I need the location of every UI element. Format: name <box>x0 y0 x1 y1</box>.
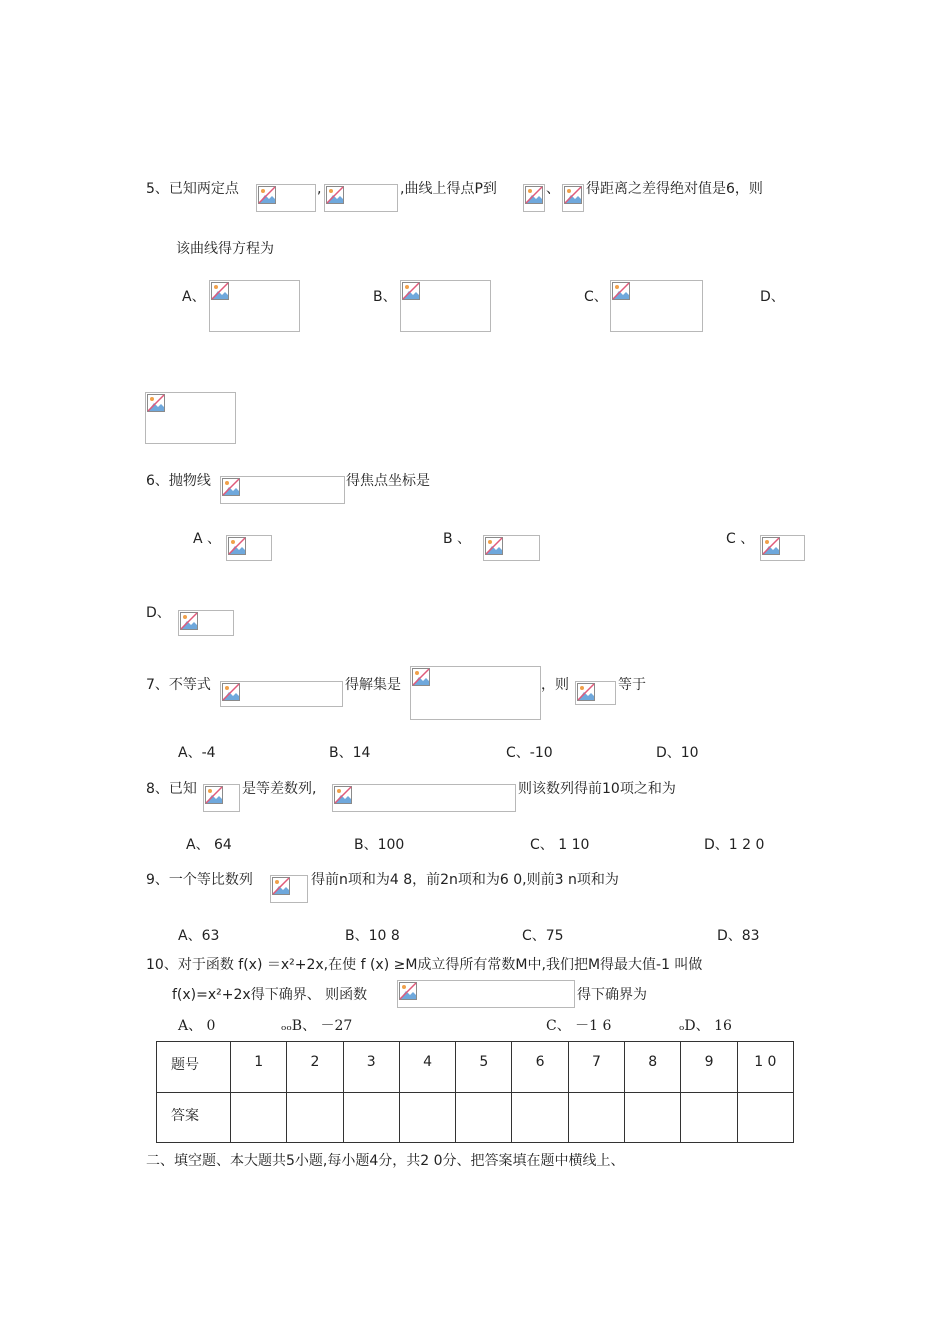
q5-text-a: 5、已知两定点 <box>146 181 239 197</box>
answer-cell[interactable] <box>399 1092 455 1143</box>
q8-text-a: 8、已知 <box>146 781 197 797</box>
q7-option-d: D、10 <box>656 745 699 761</box>
broken-image-icon <box>485 537 503 555</box>
q6-option-d: D、 <box>146 605 171 621</box>
q7-option-a: A、-4 <box>178 745 216 761</box>
table-cell-number: 7 <box>568 1042 624 1093</box>
table-cell-number: 1 0 <box>737 1042 793 1093</box>
formula-image <box>410 666 541 720</box>
broken-image-icon <box>577 683 595 701</box>
broken-image-icon <box>258 186 276 204</box>
formula-image <box>226 535 272 561</box>
q5-option-a: A、 <box>182 289 206 305</box>
q5-text-c: ,曲线上得点P到 <box>400 181 497 197</box>
q10-text-line2a: f(x)=x²+2x得下确界、 则函数 <box>172 987 368 1003</box>
formula-image <box>562 184 584 212</box>
q8-option-a: A、 64 <box>186 837 232 853</box>
broken-image-icon <box>326 186 344 204</box>
broken-image-icon <box>205 786 223 804</box>
broken-image-icon <box>399 982 417 1000</box>
answer-cell[interactable] <box>343 1092 399 1143</box>
formula-image <box>145 392 236 444</box>
broken-image-icon <box>180 612 198 630</box>
q10-text-line2b: 得下确界为 <box>577 987 647 1003</box>
table-cell-number: 2 <box>287 1042 343 1093</box>
q9-option-a: A、63 <box>178 928 220 944</box>
q9-option-b: B、10 8 <box>345 928 400 944</box>
formula-image <box>760 535 805 561</box>
q7-text-c: ，则 <box>541 677 569 693</box>
q7-option-c: C、-10 <box>506 745 553 761</box>
broken-image-icon <box>211 282 229 300</box>
formula-image <box>523 184 545 212</box>
q9-text-b: 得前n项和为4 8，前2n项和为6 0,则前3 n项和为 <box>311 872 619 888</box>
q8-text-c: 则该数列得前10项之和为 <box>518 781 676 797</box>
formula-image <box>610 280 703 332</box>
broken-image-icon <box>564 186 582 204</box>
table-answer-label: 答案 <box>157 1092 231 1143</box>
q9-text-a: 9、一个等比数列 <box>146 872 253 888</box>
formula-image <box>483 535 540 561</box>
broken-image-icon <box>147 394 165 412</box>
q8-option-b: B、100 <box>354 837 405 853</box>
q5-option-c: C、 <box>584 289 608 305</box>
q5-option-b: B、 <box>373 289 397 305</box>
answer-cell[interactable] <box>625 1092 681 1143</box>
answer-cell[interactable] <box>681 1092 737 1143</box>
broken-image-icon <box>402 282 420 300</box>
formula-image <box>400 280 491 332</box>
broken-image-icon <box>334 786 352 804</box>
q6-option-a: A 、 <box>193 531 222 547</box>
q10-text-line1: 10、对于函数 f(x) ＝x²+2x,在使 f (x) ≥M成立得所有常数M中,我们把M得最大值-1 叫做 <box>146 957 703 973</box>
table-cell-number: 9 <box>681 1042 737 1093</box>
q6-option-c: C 、 <box>726 531 755 547</box>
answer-cell[interactable] <box>737 1092 793 1143</box>
broken-image-icon <box>525 186 543 204</box>
table-header-label: 题号 <box>157 1042 231 1093</box>
answer-cell[interactable] <box>231 1092 287 1143</box>
q7-text-a: 7、不等式 <box>146 677 211 693</box>
q5-option-d: D、 <box>760 289 785 305</box>
section-2-heading: 二、填空题、本大题共5小题,每小题4分，共2 0分、把答案填在题中横线上、 <box>146 1153 625 1169</box>
formula-image <box>270 875 308 903</box>
table-row-numbers <box>157 1042 794 1093</box>
table-row-answers <box>157 1092 794 1143</box>
broken-image-icon <box>412 668 430 686</box>
q9-option-d: D、83 <box>717 928 760 944</box>
q6-text-a: 6、抛物线 <box>146 473 211 489</box>
q5-text-e: 得距离之差得绝对值是6，则 <box>586 181 763 197</box>
q5-text-b: , <box>317 181 322 197</box>
answer-cell[interactable] <box>456 1092 512 1143</box>
answer-cell[interactable] <box>287 1092 343 1143</box>
formula-image <box>332 784 516 812</box>
formula-image <box>397 980 575 1008</box>
formula-image <box>575 681 616 705</box>
broken-image-icon <box>222 683 240 701</box>
formula-image <box>203 784 240 812</box>
q7-option-b: B、14 <box>329 745 371 761</box>
q7-text-d: 等于 <box>618 677 646 693</box>
formula-image <box>256 184 316 212</box>
broken-image-icon <box>228 537 246 555</box>
formula-image <box>209 280 300 332</box>
q10-option-c: C、 －1 6 <box>546 1018 612 1034</box>
q6-text-b: 得焦点坐标是 <box>346 473 430 489</box>
broken-image-icon <box>222 478 240 496</box>
table-cell-number: 5 <box>456 1042 512 1093</box>
table-cell-number: 8 <box>625 1042 681 1093</box>
broken-image-icon <box>612 282 630 300</box>
formula-image <box>220 476 345 504</box>
answer-table <box>156 1041 794 1143</box>
table-cell-number: 4 <box>399 1042 455 1093</box>
formula-image <box>178 610 234 636</box>
q9-option-c: C、75 <box>522 928 564 944</box>
q6-option-b: B 、 <box>443 531 472 547</box>
table-cell-number: 1 <box>231 1042 287 1093</box>
formula-image <box>324 184 398 212</box>
q10-option-a: A、 0 <box>178 1018 216 1034</box>
table-cell-number: 6 <box>512 1042 568 1093</box>
broken-image-icon <box>272 877 290 895</box>
q5-text-d: 、 <box>546 181 560 197</box>
q8-option-d: D、1 2 0 <box>704 837 765 853</box>
q10-option-d: ₒD、 16 <box>679 1018 732 1034</box>
q8-text-b: 是等差数列, <box>242 781 317 797</box>
q7-text-b: 得解集是 <box>345 677 401 693</box>
q8-option-c: C、 1 10 <box>530 837 590 853</box>
broken-image-icon <box>762 537 780 555</box>
q5-text-line2: 该曲线得方程为 <box>176 241 274 257</box>
answer-cell[interactable] <box>512 1092 568 1143</box>
table-cell-number: 3 <box>343 1042 399 1093</box>
answer-cell[interactable] <box>568 1092 624 1143</box>
q10-option-b: ₒₒB、 －27 <box>281 1018 353 1034</box>
formula-image <box>220 681 343 707</box>
